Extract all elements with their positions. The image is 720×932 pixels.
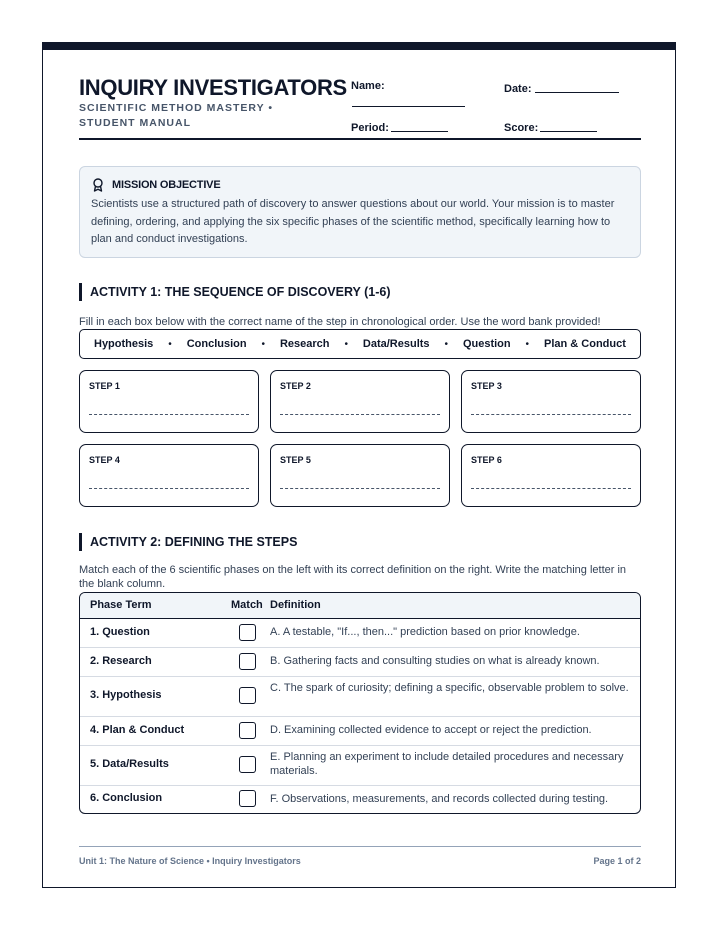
- step-box-4[interactable]: [79, 444, 259, 507]
- step-box-3[interactable]: [461, 370, 641, 433]
- answer-line: [471, 488, 631, 489]
- activity2-instructions: Match each of the 6 scientific phases on the left with its correct definition on the right. Write the matching letter in the blank column.: [79, 564, 627, 590]
- definition-text: E. Planning an experiment to include detailed procedures and necessary materials.: [270, 751, 624, 777]
- word-bank-item: Plan & Conduct: [544, 338, 626, 350]
- match-answer-box[interactable]: [239, 790, 256, 807]
- word-bank-item: Research: [279, 338, 330, 350]
- footer-unit-label: Unit 1: The Nature of Science • Inquiry Investigators: [79, 856, 301, 866]
- footer-page-number: Page 1 of 2: [593, 856, 641, 866]
- definition-text: B. Gathering facts and consulting studies on what is already known.: [270, 655, 600, 667]
- score-label: Score:: [504, 122, 539, 134]
- table-header: [80, 593, 640, 619]
- word-bank-item: Question: [462, 338, 511, 350]
- step-box-1[interactable]: [79, 370, 259, 433]
- page-title: INQUIRY INVESTIGATORS: [79, 75, 347, 100]
- step-label: STEP 4: [89, 455, 120, 465]
- table-row: [80, 618, 640, 648]
- name-label: Name:: [351, 80, 385, 92]
- word-bank-separator: •: [344, 338, 348, 350]
- answer-line: [89, 488, 249, 489]
- table-row: [80, 785, 640, 813]
- step-label: STEP 3: [471, 381, 502, 391]
- answer-line: [471, 414, 631, 415]
- column-header-definition: Definition: [270, 599, 321, 611]
- step-box-6[interactable]: [461, 444, 641, 507]
- phase-term: 6. Conclusion: [90, 792, 163, 804]
- definition-text: F. Observations, measurements, and records collected during testing.: [270, 793, 609, 805]
- column-header-phase-term: Phase Term: [90, 599, 152, 611]
- activity2-heading: ACTIVITY 2: DEFINING THE STEPS: [79, 533, 297, 551]
- answer-line: [280, 488, 440, 489]
- phase-term: 2. Research: [90, 655, 152, 667]
- table-row: [80, 676, 640, 717]
- phase-term: 5. Data/Results: [90, 758, 169, 770]
- date-field[interactable]: [535, 92, 619, 93]
- match-answer-box[interactable]: [239, 624, 256, 641]
- definition-text: C. The spark of curiosity; defining a specific, observable problem to solve.: [270, 682, 629, 694]
- word-bank-separator: •: [261, 338, 266, 350]
- phase-term: 1. Question: [90, 626, 150, 638]
- match-answer-box[interactable]: [239, 756, 256, 773]
- activity1-heading: ACTIVITY 1: THE SEQUENCE OF DISCOVERY (1-6): [79, 283, 391, 301]
- phase-term: 3. Hypothesis: [90, 689, 162, 701]
- mission-title: MISSION OBJECTIVE: [112, 179, 221, 191]
- word-bank-separator: •: [444, 338, 448, 350]
- step-box-5[interactable]: [270, 444, 450, 507]
- mission-objective-box: [79, 166, 641, 258]
- score-field[interactable]: [540, 131, 597, 132]
- match-answer-box[interactable]: [239, 653, 256, 670]
- step-label: STEP 1: [89, 381, 120, 391]
- name-field[interactable]: [352, 106, 465, 107]
- header-divider: [79, 138, 641, 140]
- answer-line: [280, 414, 440, 415]
- match-answer-box[interactable]: [239, 722, 256, 739]
- page-subtitle: SCIENTIFIC METHOD MASTERY • STUDENT MANUAL: [79, 102, 274, 129]
- period-field[interactable]: [391, 131, 448, 132]
- answer-line: [89, 414, 249, 415]
- word-bank-item: Conclusion: [186, 338, 247, 350]
- matching-table: [79, 592, 641, 814]
- column-header-match: Match: [231, 599, 263, 611]
- activity1-instructions: Fill in each box below with the correct name of the step in chronological order. Use the word bank provided!: [79, 316, 601, 328]
- word-bank-item: Data/Results: [362, 338, 430, 350]
- step-label: STEP 2: [280, 381, 311, 391]
- award-ribbon-icon: [92, 178, 104, 192]
- table-row: [80, 716, 640, 746]
- step-box-2[interactable]: [270, 370, 450, 433]
- period-label: Period:: [351, 122, 389, 134]
- word-bank-item: Hypothesis: [94, 338, 154, 350]
- step-label: STEP 6: [471, 455, 502, 465]
- table-row: [80, 647, 640, 677]
- footer-divider: [79, 846, 641, 847]
- definition-text: A. A testable, "If..., then..." prediction based on prior knowledge.: [270, 626, 580, 638]
- date-label: Date:: [504, 83, 532, 95]
- match-answer-box[interactable]: [239, 687, 256, 704]
- worksheet-page: [42, 42, 676, 888]
- step-label: STEP 5: [280, 455, 311, 465]
- word-bank-separator: •: [168, 338, 172, 350]
- word-bank-separator: •: [525, 338, 530, 350]
- mission-text: Scientists use a structured path of discovery to answer questions about our world. Your mission is to master defining, ordering, and applying the six specific phases of the scientific method, specifically learning how to plan and conduct investigations.: [91, 198, 615, 245]
- word-bank: [79, 329, 641, 359]
- definition-text: D. Examining collected evidence to accept or reject the prediction.: [270, 724, 592, 736]
- table-row: [80, 745, 640, 786]
- phase-term: 4. Plan & Conduct: [90, 724, 185, 736]
